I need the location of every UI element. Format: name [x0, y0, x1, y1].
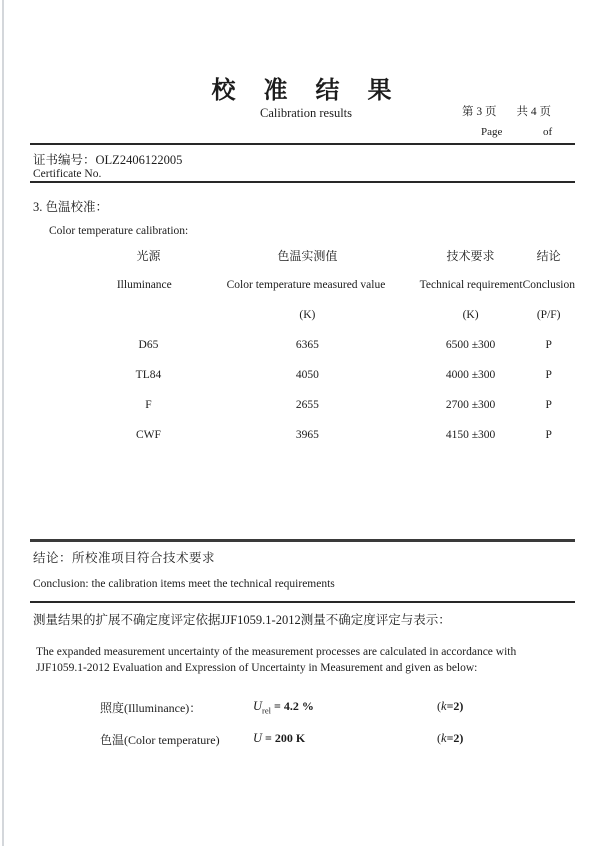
cell-source: TL84 — [135, 369, 162, 381]
of-label-en: of — [543, 126, 553, 138]
page-number-cn: 第 3 页 — [462, 106, 497, 118]
table-header-row-cn — [30, 240, 575, 270]
col-unit-requirement: (K) — [462, 309, 479, 321]
section-heading-en: Color temperature calibration: — [49, 225, 189, 237]
calibration-table — [30, 240, 575, 450]
u-equation: = 200 K — [265, 731, 306, 745]
cell-conclusion: P — [545, 429, 552, 441]
cell-source: F — [145, 399, 152, 411]
col-header-conclusion-en: Conclusion — [522, 279, 575, 291]
certificate-number-row — [33, 150, 182, 168]
k-open: ( — [437, 699, 441, 713]
cell-measured: 3965 — [295, 429, 319, 441]
cell-source: D65 — [138, 339, 159, 351]
certificate-number: OLZ2406122005 — [95, 153, 183, 167]
u-subscript: rel — [262, 705, 271, 716]
page-title: 校 准 结 果 — [211, 78, 403, 104]
k-value: =2) — [446, 731, 464, 745]
k-symbol: k — [441, 731, 447, 745]
page-label-en: Page — [481, 126, 503, 138]
uncertainty-label: 照度(Illuminance)： — [100, 701, 202, 715]
col-header-requirement-cn: 技术要求 — [446, 248, 495, 263]
total-pages-cn: 共 4 页 — [516, 106, 551, 118]
uncertainty-item-color-temperature — [0, 731, 600, 749]
table-row — [30, 360, 575, 390]
cell-requirement: 4150 ±300 — [445, 429, 496, 441]
cell-measured: 2655 — [295, 399, 319, 411]
col-header-measured-cn: 色温实测值 — [277, 248, 338, 263]
uncertainty-item-illuminance — [0, 699, 600, 717]
uncertainty-basis-cn: 测量结果的扩展不确定度评定依据JJF1059.1-2012测量不确定度评定与表示： — [33, 613, 451, 627]
table-row — [30, 330, 575, 360]
divider-under-certificate — [30, 181, 575, 183]
u-symbol: U — [253, 731, 263, 745]
col-header-source-en: Illuminance — [116, 279, 172, 291]
col-header-conclusion-cn: 结论 — [536, 248, 561, 263]
table-row — [30, 390, 575, 420]
coverage-factor — [437, 699, 463, 714]
conclusion-en: Conclusion: the calibration items meet the technical requirements — [33, 578, 335, 590]
cell-conclusion: P — [545, 369, 552, 381]
table-header-row-en — [30, 270, 575, 300]
cell-requirement: 2700 ±300 — [445, 399, 496, 411]
divider-under-conclusion — [30, 601, 575, 603]
table-header-row-units — [30, 300, 575, 330]
coverage-factor — [437, 731, 463, 746]
uncertainty-label: 色温(Color temperature) — [100, 733, 220, 747]
u-equation: = 4.2 % — [274, 699, 314, 713]
uncertainty-paragraph-line1: The expanded measurement uncertainty of the measurement processes are calculated in accordance with — [36, 646, 517, 658]
cell-measured: 4050 — [295, 369, 319, 381]
table-row — [30, 420, 575, 450]
section-heading-cn: 3. 色温校准： — [33, 200, 109, 214]
col-header-requirement-en: Technical requirement — [419, 279, 523, 291]
k-symbol: k — [441, 699, 447, 713]
divider-top — [30, 143, 575, 145]
u-symbol: U — [253, 699, 263, 713]
cell-conclusion: P — [545, 399, 552, 411]
uncertainty-value — [253, 699, 314, 715]
cell-measured: 6365 — [295, 339, 319, 351]
cell-requirement: 4000 ±300 — [445, 369, 496, 381]
uncertainty-paragraph-line2: JJF1059.1-2012 Evaluation and Expression of Uncertainty in Measurement and given as below: — [36, 662, 478, 674]
cell-conclusion: P — [545, 339, 552, 351]
col-unit-measured: (K) — [299, 309, 316, 321]
certificate-label-cn: 证书编号： — [33, 153, 96, 167]
col-header-measured-en: Color temperature measured value — [226, 279, 386, 291]
page-number-block — [462, 103, 551, 119]
col-header-source-cn: 光源 — [136, 248, 161, 263]
divider-above-conclusion — [30, 539, 575, 542]
k-open: ( — [437, 731, 441, 745]
cell-requirement: 6500 ±300 — [445, 339, 496, 351]
cell-source: CWF — [135, 429, 161, 441]
uncertainty-paragraph-en — [36, 644, 561, 676]
uncertainty-value — [253, 731, 305, 747]
scan-edge-artifact — [2, 0, 4, 846]
certificate-label-en: Certificate No. — [33, 168, 102, 180]
page-subtitle: Calibration results — [260, 106, 352, 120]
conclusion-cn: 结论：所校准项目符合技术要求 — [33, 551, 216, 565]
col-unit-conclusion: (P/F) — [536, 309, 561, 321]
k-value: =2) — [446, 699, 464, 713]
